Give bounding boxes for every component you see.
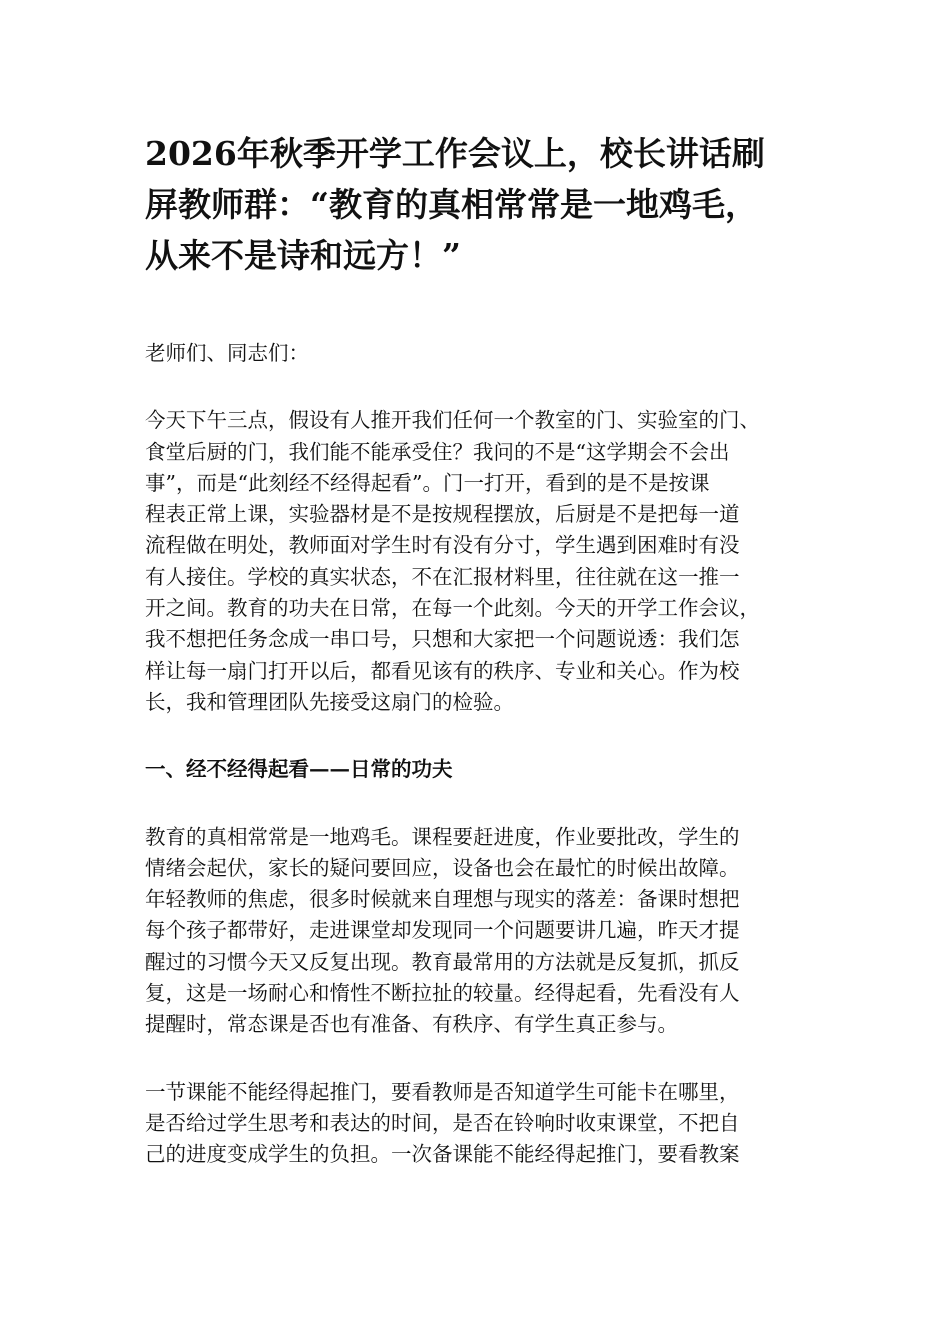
text-line: 长，我和管理团队先接受这扇门的检验。 xyxy=(145,689,514,714)
text-line: 今天下午三点，假设有人推开我们任何一个教室的门、实验室的门、 xyxy=(145,408,760,433)
title-line: 从来不是诗和远方！” xyxy=(145,236,461,275)
text-line: 开之间。教育的功夫在日常，在每一个此刻。今天的开学工作会议， xyxy=(145,596,760,621)
paragraph-section1-continued xyxy=(145,1077,805,1171)
title-line: 2026年秋季开学工作会议上，校长讲话刷 xyxy=(145,134,765,173)
text-line: 一节课能不能经得起推门，要看教师是否知道学生可能卡在哪里， xyxy=(145,1079,740,1104)
text-line: 年轻教师的焦虑，很多时候就来自理想与现实的落差：备课时想把 xyxy=(145,887,740,912)
text-line: 流程做在明处，教师面对学生时有没有分寸，学生遇到困难时有没 xyxy=(145,533,740,558)
text-line: 提醒时，常态课是否也有准备、有秩序、有学生真正参与。 xyxy=(145,1012,678,1037)
paragraph-intro xyxy=(145,405,805,718)
text-line: 样让每一扇门打开以后，都看见该有的秩序、专业和关心。作为校 xyxy=(145,658,740,683)
text-line: 情绪会起伏，家长的疑问要回应，设备也会在最忙的时候出故障。 xyxy=(145,855,740,880)
salutation: 老师们、同志们： xyxy=(145,341,309,365)
text-line: 每个孩子都带好，走进课堂却发现同一个问题要讲几遍，昨天才提 xyxy=(145,918,740,943)
title-line: 屏教师群：“教育的真相常常是一地鸡毛， xyxy=(145,185,758,224)
document-page xyxy=(145,128,805,1171)
text-line: 是否给过学生思考和表达的时间，是否在铃响时收束课堂，不把自 xyxy=(145,1110,740,1135)
text-line: 有人接住。学校的真实状态，不在汇报材料里，往往就在这一推一 xyxy=(145,564,740,589)
text-line: 教育的真相常常是一地鸡毛。课程要赶进度，作业要批改，学生的 xyxy=(145,824,740,849)
text-line: 食堂后厨的门，我们能不能承受住？我问的不是“这学期会不会出 xyxy=(145,439,730,464)
text-line: 复，这是一场耐心和惰性不断拉扯的较量。经得起看，先看没有人 xyxy=(145,981,740,1006)
text-line: 事”，而是“此刻经不经得起看”。门一打开，看到的是不是按课 xyxy=(145,470,710,495)
section-heading: 一、经不经得起看——日常的功夫 xyxy=(145,757,453,782)
text-line: 我不想把任务念成一串口号，只想和大家把一个问题说透：我们怎 xyxy=(145,627,740,652)
document-title xyxy=(145,128,805,281)
paragraph-section1 xyxy=(145,822,805,1041)
text-line: 己的进度变成学生的负担。一次备课能不能经得起推门，要看教案 xyxy=(145,1142,740,1167)
text-line: 程表正常上课，实验器材是不是按规程摆放，后厨是不是把每一道 xyxy=(145,502,740,527)
text-line: 醒过的习惯今天又反复出现。教育最常用的方法就是反复抓，抓反 xyxy=(145,949,740,974)
